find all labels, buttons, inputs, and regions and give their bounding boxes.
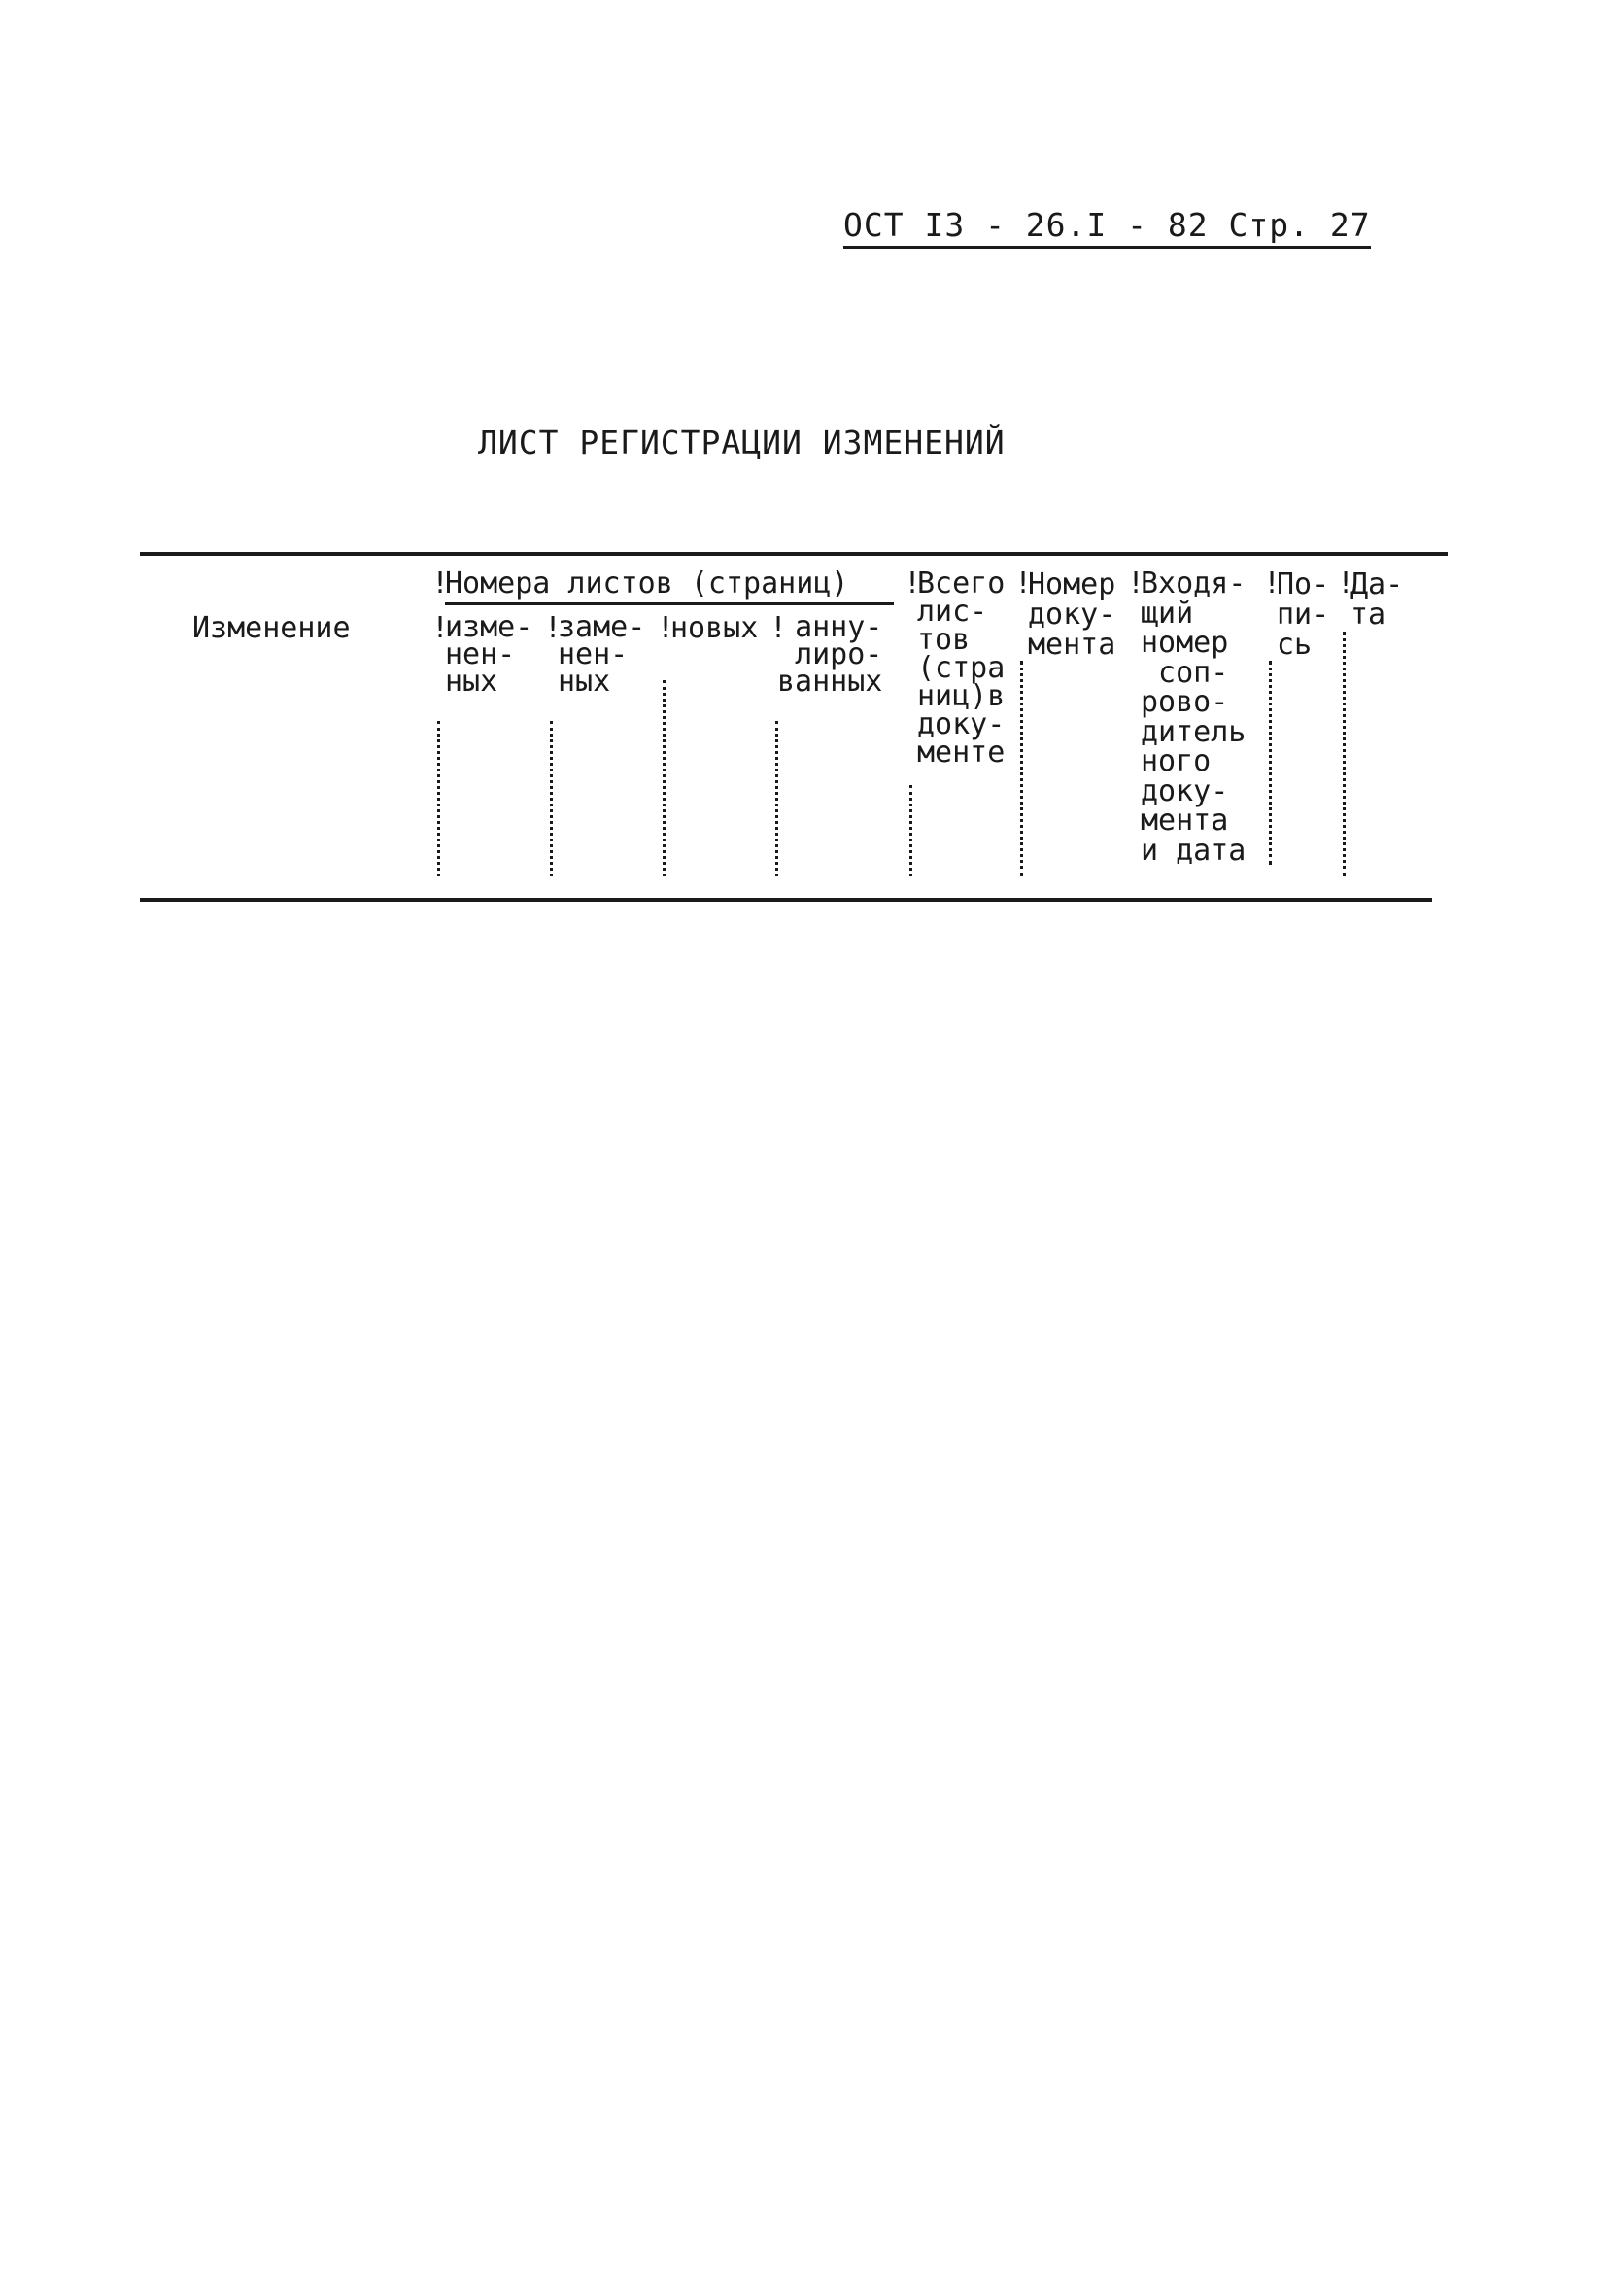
- table-top-rule: [140, 552, 1448, 556]
- column-incoming-number: Входя- щий номер сoп- рово- дитель ного доку- мента и дата: [1141, 566, 1247, 868]
- column-separator: [437, 721, 440, 876]
- separator-mark: !: [1337, 566, 1355, 600]
- column-separator: [663, 680, 666, 876]
- separator-mark: !: [1263, 566, 1281, 600]
- group-underline: [445, 602, 894, 605]
- column-separator: [1343, 632, 1346, 876]
- column-separator: [550, 721, 553, 876]
- separator-mark: !: [904, 566, 922, 600]
- column-new: новых: [670, 611, 759, 645]
- separator-mark: !: [1014, 566, 1033, 600]
- column-change: Изменение: [192, 611, 351, 645]
- column-separator: [1269, 661, 1272, 865]
- column-annulled: анну- лиро- ванных: [777, 610, 883, 699]
- column-date: Да- та: [1350, 567, 1404, 632]
- document-code-header: ОСТ I3 - 26.I - 82 Стр. 27: [843, 206, 1371, 249]
- column-separator: [909, 785, 912, 876]
- column-group-sheet-numbers: Номера листов (страниц): [445, 566, 849, 600]
- column-signature: По- пи- сь: [1277, 567, 1330, 662]
- separator-mark: !: [431, 566, 450, 600]
- separator-mark: !: [544, 611, 563, 645]
- separator-mark: !: [769, 611, 788, 645]
- column-separator: [1020, 661, 1023, 876]
- table-bottom-rule: [140, 898, 1432, 902]
- column-document-number: Номер доку- мента: [1028, 567, 1116, 662]
- separator-mark: !: [431, 611, 450, 645]
- column-separator: [775, 721, 778, 876]
- column-total-sheets: Всего лис- тов (стра ниц)в доку- менте: [917, 566, 1006, 770]
- column-replaced: заме- нен- ных: [558, 610, 646, 699]
- column-changed: изме- нен- ных: [445, 610, 533, 699]
- page-title: ЛИСТ РЕГИСТРАЦИИ ИЗМЕНЕНИЙ: [478, 424, 1006, 462]
- separator-mark: !: [657, 611, 675, 645]
- separator-mark: !: [1127, 566, 1145, 600]
